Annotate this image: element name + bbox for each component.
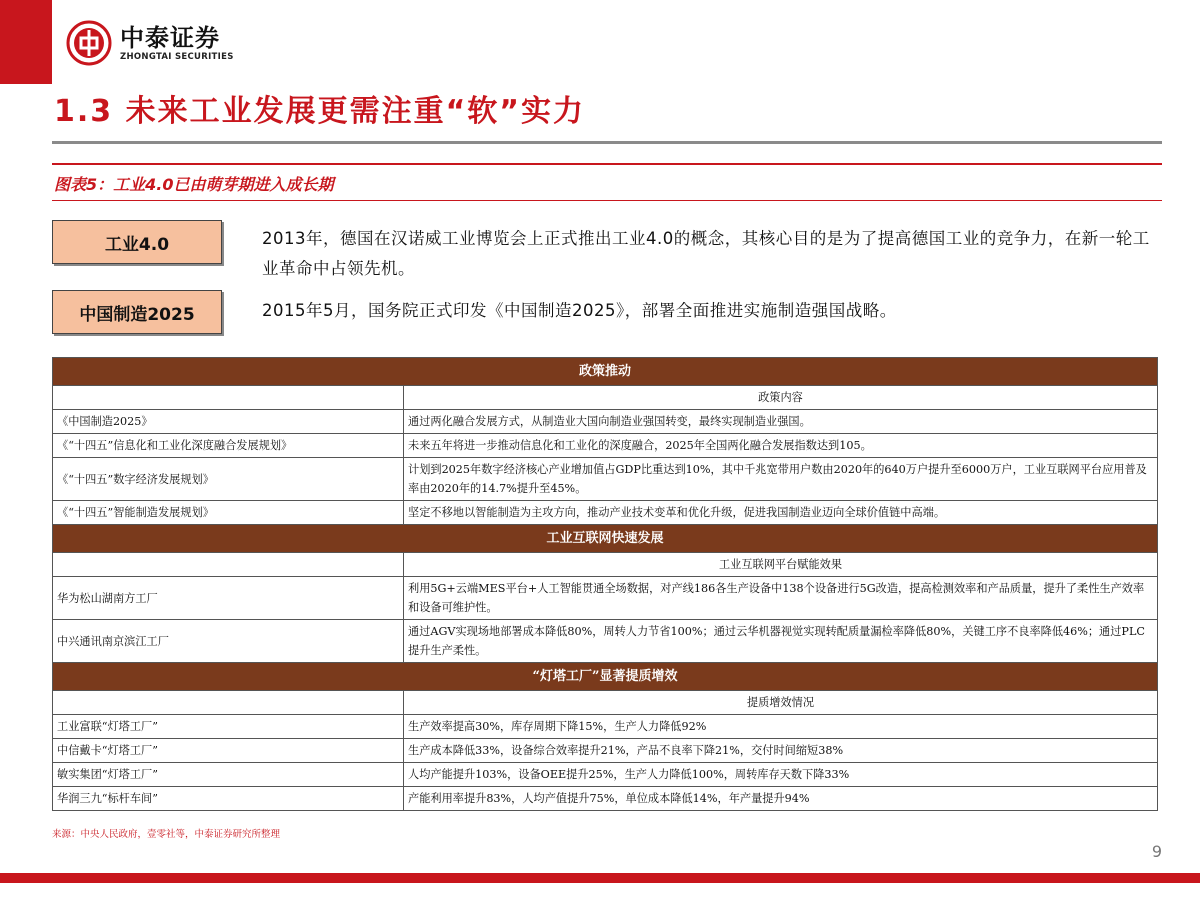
row-name: 华润三九“标杆车间” [53, 787, 404, 811]
row-content: 通过AGV实现场地部署成本降低80%，周转人力节省100%；通过云华机器视觉实现转配质量漏检率降低80%，关键工序不良率降低46%；通过PLC提升生产柔性。 [404, 620, 1158, 663]
row-content: 生产效率提高30%，库存周期下降15%，生产人力降低92% [404, 715, 1158, 739]
subhead-empty-cell [53, 386, 404, 410]
figure-caption: 图表5：工业4.0已由萌芽期进入成长期 [54, 175, 334, 194]
row-name: 《“十四五”信息化和工业化深度融合发展规划》 [53, 434, 404, 458]
zhongtai-logo-icon [66, 20, 112, 66]
title-divider [52, 141, 1162, 144]
company-logo [66, 20, 234, 66]
table-row [53, 763, 1158, 787]
row-name: 《“十四五”智能制造发展规划》 [53, 501, 404, 525]
table-row [53, 410, 1158, 434]
row-name: 中兴通讯南京滨江工厂 [53, 620, 404, 663]
row-name: 华为松山湖南方工厂 [53, 577, 404, 620]
row-name: 敏实集团“灯塔工厂” [53, 763, 404, 787]
row-name: 《中国制造2025》 [53, 410, 404, 434]
row-name: 工业富联“灯塔工厂” [53, 715, 404, 739]
row-content: 人均产能提升103%，设备OEE提升25%，生产人力降低100%，周转库存天数下降33% [404, 763, 1158, 787]
logo-english-name: ZHONGTAI SECURITIES [120, 52, 234, 62]
source-note: 来源：中央人民政府，壹零社等，中泰证券研究所整理 [52, 829, 281, 840]
table-row [53, 458, 1158, 501]
page-number: 9 [1151, 842, 1162, 861]
tag-made-in-china-2025: 中国制造2025 [52, 290, 222, 334]
table-row [53, 715, 1158, 739]
band-lighthouse-factory: “灯塔工厂”显著提质增效 [53, 663, 1158, 691]
figure-rule-bottom [52, 200, 1162, 201]
logo-chinese-name: 中泰证券 [120, 24, 220, 52]
row-content: 坚定不移地以智能制造为主攻方向，推动产业技术变革和优化升级，促进我国制造业迈向全球价值链中高端。 [404, 501, 1158, 525]
intro-text-industry-4: 2013年，德国在汉诺威工业博览会上正式推出工业4.0的概念，其核心目的是为了提高德国工业的竞争力，在新一轮工业革命中占领先机。 [262, 229, 1150, 278]
policy-table [52, 357, 1158, 811]
page-title: 1.3 未来工业发展更需注重“软”实力 [54, 94, 586, 129]
row-name: 中信戴卡“灯塔工厂” [53, 739, 404, 763]
table-row [53, 620, 1158, 663]
subhead-lighthouse-factory: 提质增效情况 [404, 691, 1158, 715]
row-name: 《“十四五”数字经济发展规划》 [53, 458, 404, 501]
table-row [53, 501, 1158, 525]
row-content: 通过两化融合发展方式，从制造业大国向制造业强国转变，最终实现制造业强国。 [404, 410, 1158, 434]
subhead-industrial-internet: 工业互联网平台赋能效果 [404, 553, 1158, 577]
subhead-empty-cell [53, 553, 404, 577]
subhead-empty-cell [53, 691, 404, 715]
band-industrial-internet: 工业互联网快速发展 [53, 525, 1158, 553]
table-row [53, 787, 1158, 811]
row-content: 利用5G+云端MES平台+人工智能贯通全场数据，对产线186各生产设备中138个设备进行5G改造，提高检测效率和产品质量，提升了柔性生产效率和设备可维护性。 [404, 577, 1158, 620]
top-red-bar [0, 0, 52, 84]
row-content: 计划到2025年数字经济核心产业增加值占GDP比重达到10%，其中千兆宽带用户数由2020年的640万户提升至6000万户，工业互联网平台应用普及率由2020年的14.7%提升至45%。 [404, 458, 1158, 501]
row-content: 未来五年将进一步推动信息化和工业化的深度融合，2025年全国两化融合发展指数达到105。 [404, 434, 1158, 458]
row-content: 生产成本降低33%，设备综合效率提升21%，产品不良率下降21%，交付时间缩短38% [404, 739, 1158, 763]
bottom-red-bar [0, 873, 1200, 883]
table-row [53, 577, 1158, 620]
table-row [53, 434, 1158, 458]
row-content: 产能利用率提升83%，人均产值提升75%，单位成本降低14%，年产量提升94% [404, 787, 1158, 811]
band-policy: 政策推动 [53, 358, 1158, 386]
figure-rule-top [52, 163, 1162, 165]
tag-industry-4: 工业4.0 [52, 220, 222, 264]
subhead-policy: 政策内容 [404, 386, 1158, 410]
table-row [53, 739, 1158, 763]
intro-text-made-in-china-2025: 2015年5月，国务院正式印发《中国制造2025》，部署全面推进实施制造强国战略。 [262, 301, 897, 320]
